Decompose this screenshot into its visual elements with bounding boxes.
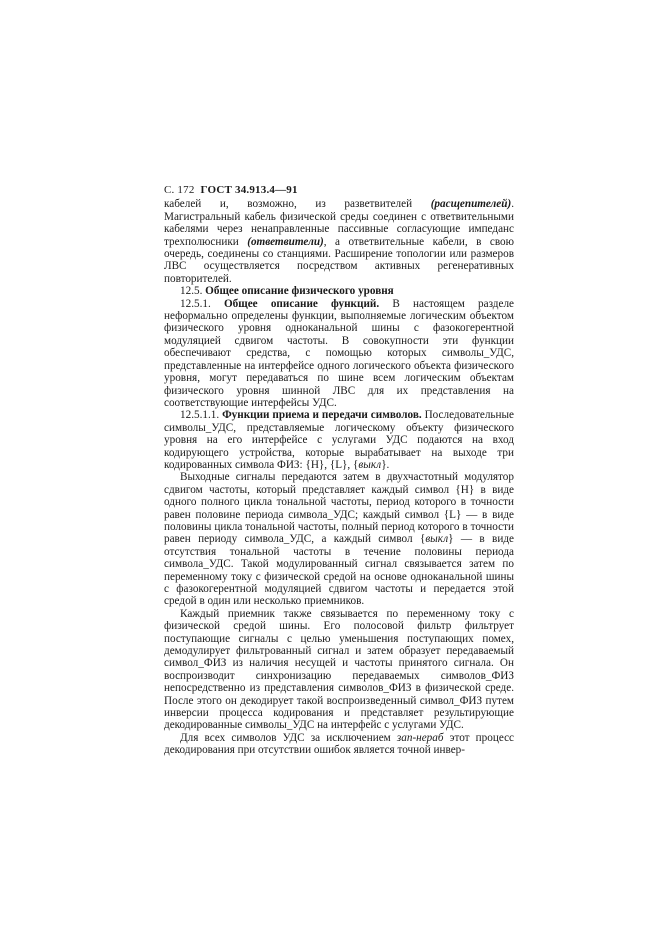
text-run: этот процесс декодирования при отсутствии ошибок является точной инвер-: [164, 731, 515, 757]
text-run: кабелей и, возможно, из разветвителей: [164, 198, 431, 211]
text-run: }.: [381, 458, 390, 471]
clause-body: В настоящем разделе неформально определены функции, выполняемые логическим объектом физического уровня одноканальной шины с фазокогерентной модуляцией сдвигом частоты. В совокупности эти функции обеспечивают средства, с помощью которых символы_УДС, представленные на интерфейсе одного логического объекта физического уровня, могут передаваться по шине всем логическим объектам физического уровня шинной ЛВС для их представления на соответствующие интерфейсы УДС.: [164, 297, 515, 409]
text-run: Выходные сигналы передаются затем в двухчастотный модулятор сдвигом частоты, который представляет каждый символ {H} в виде одного полного цикла тональной частоты, период которого в точности равен половине периода символа_УДС; каждый символ {L} — в виде половины цикла тональной частоты, полный период которого в точности равен периоду символа_УДС, а каждый символ {: [164, 471, 514, 546]
term-splitters: (расщепителей): [430, 198, 512, 211]
term-off: выкл: [358, 458, 382, 471]
paragraph-modulator: [164, 471, 514, 607]
text-run: Каждый приемник также связывается по переменному току с физической средой шины. Его полосовой фильтр фильтрует поступающие сигналы с целью уменьшения поступающих помех, демодулирует фильтрованный сигнал и затем образует передаваемый символ_ФИЗ из наличия несущей и частоты принятого сигнала. Он воспроизводит синхронизацию передаваемых символов_ФИЗ непосредственно из представления символов_ФИЗ в физической среде. После этого он декодирует такой воспроизведенный символ_ФИЗ путем инверсии процесса кодирования и представляет результирующие декодированные символы_УДС на интерфейс с услугами УДС.: [164, 607, 514, 732]
paragraph-12-5-1-1: [164, 409, 514, 471]
term-off: выкл: [425, 533, 449, 546]
section-title: Общее описание физического уровня: [205, 285, 394, 298]
paragraph-receiver: [164, 608, 514, 732]
text-run: } — в виде отсутствия тональной частоты в течение половины периода символа_УДС. Такой модулированный сигнал связывается затем по переменному току с физической средой на основе одноканальной шины с фазокогерентной модуляцией сдвигом частоты и передается этой средой в один или несколько приемников.: [164, 533, 514, 608]
text-run: , а ответвительные кабели, в свою очередь, соединены со станциями. Расширение топологии или размеров ЛВС осуществляется посредством активных регенеративных повторителей.: [164, 235, 514, 285]
text-run: Для всех символов УДС за исключением: [180, 731, 397, 744]
clause-title: Функции приема и передачи символов.: [222, 409, 422, 422]
standard-code: ГОСТ 34.913.4—91: [200, 184, 298, 196]
text-run: . Магистральный кабель физической среды соединен с ответвительными кабелями через ненаправленные пассивные согласующие импеданс трехполюсники: [164, 198, 514, 248]
page-number: С. 172: [164, 184, 195, 196]
term-zap-nerab: зап-нераб: [396, 731, 444, 744]
section-number: 12.5.: [180, 285, 203, 298]
clause-number: 12.5.1.1.: [180, 409, 220, 422]
paragraph-12-5-1: [164, 298, 514, 410]
clause-number: 12.5.1.: [180, 297, 211, 310]
clause-title: Общее описание функций.: [223, 297, 380, 310]
section-heading-12-5: [164, 285, 514, 297]
clause-body: Последовательные символы_УДС, представляемые логическому объекту физического уровня на его интерфейсе с услугами УДС подаются на вход кодирующего устройства, которые вырабатывает на выходе три кодированных символа ФИЗ: {H}, {L}, {: [164, 409, 514, 471]
running-header: [164, 184, 514, 196]
document-page: [164, 184, 514, 757]
term-taps: (ответвители): [247, 235, 324, 248]
paragraph-topology: [164, 198, 514, 285]
paragraph-decoding: [164, 732, 514, 757]
